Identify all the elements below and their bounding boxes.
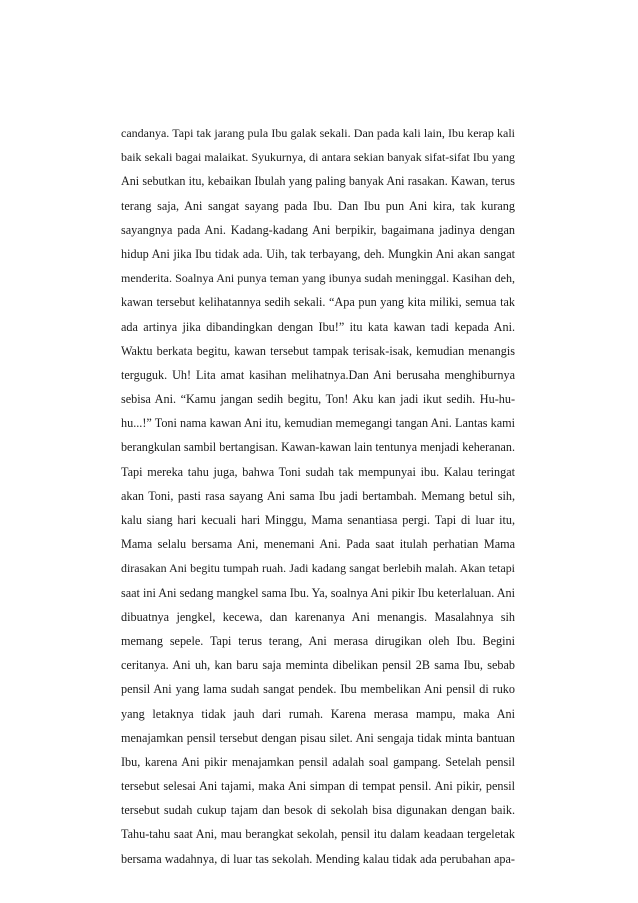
body-text xyxy=(121,121,515,871)
text-line: hidup Ani jika Ibu tidak ada. Uih, tak terbayang, deh. Mungkin Ani akan sangat xyxy=(121,246,515,261)
text-line: dibuatnya jengkel, kecewa, dan karenanya Ani menangis. Masalahnya sih xyxy=(121,609,515,624)
text-line: kawan tersebut kelihatannya sedih sekali. “Apa pun yang kita miliki, semua tak xyxy=(121,295,515,310)
text-line: tersebut selesai Ani tajami, maka Ani simpan di tempat pensil. Ani pikir, pensil xyxy=(121,779,515,794)
text-line: ada artinya jika dibandingkan dengan Ibu!” itu kata kawan tadi kepada Ani. xyxy=(121,319,515,334)
text-line: bersama wadahnya, di luar tas sekolah. Mending kalau tidak ada perubahan apa- xyxy=(121,851,515,866)
text-line: berangkulan sambil bertangisan. Kawan-kawan lain tentunya menjadi keheranan. xyxy=(121,440,515,455)
text-line: Tapi mereka tahu juga, bahwa Toni sudah tak mempunyai ibu. Kalau teringat xyxy=(121,464,515,479)
text-line: kalu siang hari kecuali hari Minggu, Mama senantiasa pergi. Tapi di luar itu, xyxy=(121,513,515,527)
text-line: sayangnya pada Ani. Kadang-kadang Ani berpikir, bagaimana jadinya dengan xyxy=(121,222,515,237)
text-line: Ani sebutkan itu, kebaikan Ibulah yang paling banyak Ani rasakan. Kawan, terus xyxy=(121,174,515,189)
text-line: Ibu, karena Ani pikir menajamkan pensil adalah soal gampang. Setelah pensil xyxy=(121,754,515,769)
text-line: terang saja, Ani sangat sayang pada Ibu. Dan Ibu pun Ani kira, tak kurang xyxy=(121,198,515,213)
text-line: dirasakan Ani begitu tumpah ruah. Jadi kadang sangat berlebih malah. Akan tetapi xyxy=(121,561,515,576)
text-line: Waktu berkata begitu, kawan tersebut tampak terisak-isak, kemudian menangis xyxy=(121,343,515,358)
text-line: hu...!” Toni nama kawan Ani itu, kemudian memegangi tangan Ani. Lantas kami xyxy=(121,416,515,431)
text-line: saat ini Ani sedang mangkel sama Ibu. Ya, soalnya Ani pikir Ibu keterlaluan. Ani xyxy=(121,585,515,600)
text-line: yang letaknya tidak jauh dari rumah. Karena merasa mampu, maka Ani xyxy=(121,706,515,721)
text-line: sebisa Ani. “Kamu jangan sedih begitu, Ton! Aku kan jadi ikut sedih. Hu-hu- xyxy=(121,392,515,407)
text-line: Mama selalu bersama Ani, menemani Ani. Pada saat itulah perhatian Mama xyxy=(121,537,515,552)
text-line: candanya. Tapi tak jarang pula Ibu galak sekali. Dan pada kali lain, Ibu kerap kali xyxy=(121,126,515,140)
text-line: menajamkan pensil tersebut dengan pisau silet. Ani sengaja tidak minta bantuan xyxy=(121,730,515,745)
text-line: tersebut sudah cukup tajam dan besok di sekolah bisa digunakan dengan baik. xyxy=(121,803,515,818)
text-line: baik sekali bagai malaikat. Syukurnya, di antara sekian banyak sifat-sifat Ibu yang xyxy=(121,150,515,165)
text-line: menderita. Soalnya Ani punya teman yang ibunya sudah meninggal. Kasihan deh, xyxy=(121,271,515,286)
text-line: pensil Ani yang lama sudah sangat pendek. Ibu membelikan Ani pensil di ruko xyxy=(121,682,515,697)
text-line: memang sepele. Tapi terus terang, Ani merasa dirugikan oleh Ibu. Begini xyxy=(121,633,515,648)
text-line: ceritanya. Ani uh, kan baru saja meminta dibelikan pensil 2B sama Ibu, sebab xyxy=(121,658,515,673)
text-line: terguguk. Uh! Lita amat kasihan melihatnya.Dan Ani berusaha menghiburnya xyxy=(121,367,515,382)
text-line: akan Toni, pasti rasa sayang Ani sama Ibu jadi bertambah. Memang betul sih, xyxy=(121,488,515,503)
text-line: Tahu-tahu saat Ani, mau berangkat sekolah, pensil itu dalam keadaan tergeletak xyxy=(121,827,515,842)
